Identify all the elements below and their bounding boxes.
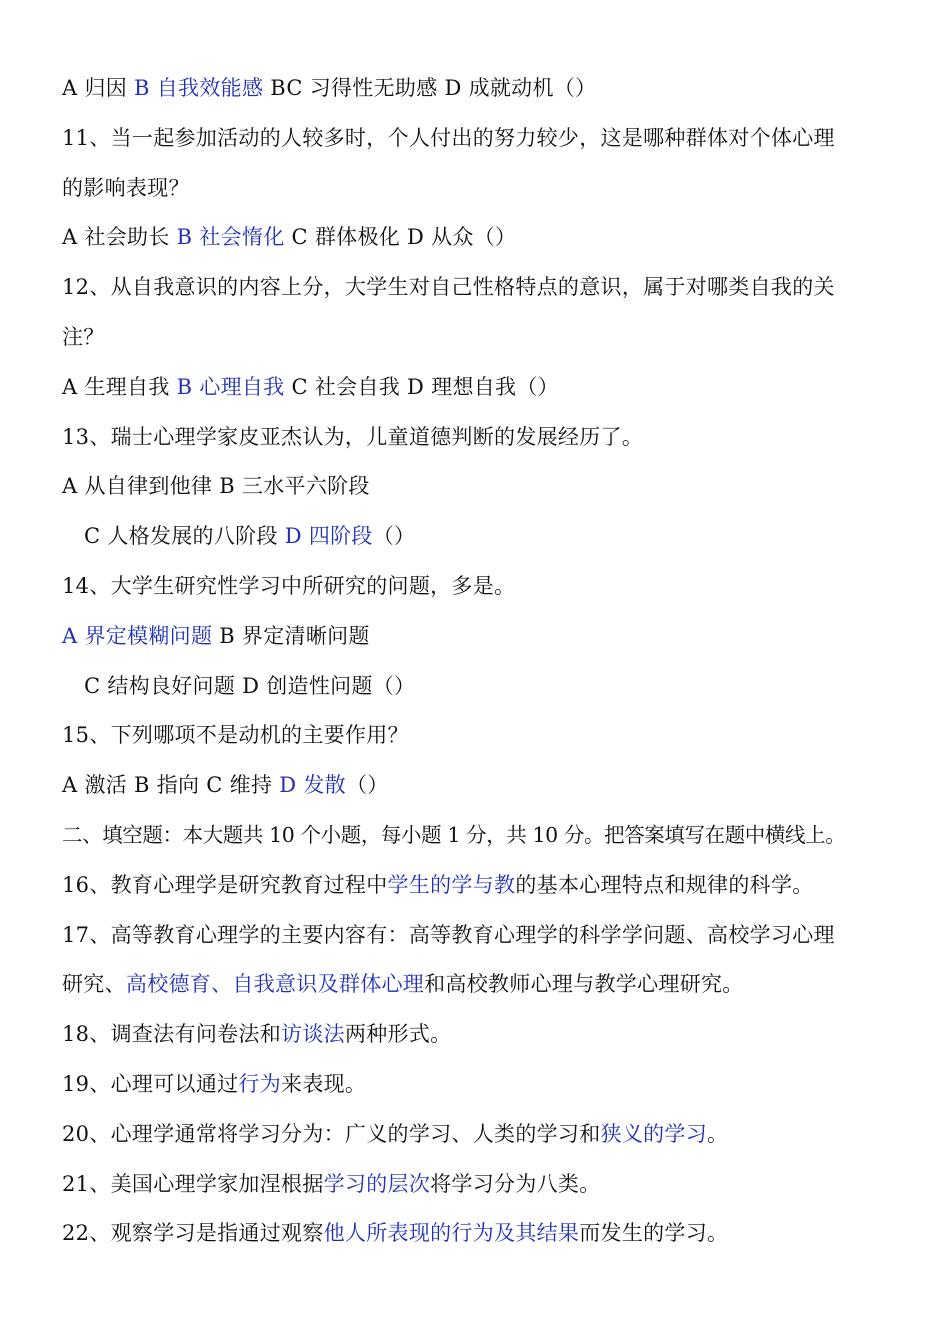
text-segment: 22、观察学习是指通过观察 (62, 1221, 324, 1245)
text-line (62, 323, 105, 351)
text-segment: 注？ (62, 325, 105, 349)
answer-highlight: 他人所表现的行为及其结果 (323, 1221, 580, 1245)
text-segment: 的影响表现？ (62, 176, 190, 200)
text-segment: A 激活 B 指向 C 维持 (62, 773, 280, 797)
text-segment: A 社会助长 (62, 225, 177, 249)
text-line (62, 1219, 728, 1247)
answer-highlight: 高校德育、自我意识及群体心理 (125, 972, 425, 996)
text-line (62, 74, 596, 102)
text-segment: 16、教育心理学是研究教育过程中 (62, 873, 388, 897)
text-segment: 。 (707, 1122, 729, 1146)
text-segment: C 群体极化 D 从众（） (284, 225, 517, 249)
text-line (62, 1120, 728, 1148)
text-segment: 两种形式。 (344, 1022, 452, 1046)
answer-highlight: 访谈法 (281, 1022, 345, 1046)
text-line (62, 1170, 601, 1198)
text-line (62, 970, 744, 998)
text-line (62, 273, 835, 301)
text-line (62, 124, 835, 152)
answer-highlight: D 四阶段 (284, 524, 373, 548)
text-segment: 而发生的学习。 (579, 1221, 729, 1245)
text-segment: BC 习得性无助感 D 成就动机（） (263, 76, 597, 100)
text-segment: 二、填空题：本大题共 10 个小题，每小题 1 分，共 10 分。把答案填写在题中横线上。 (62, 823, 846, 847)
text-line (62, 871, 814, 899)
text-segment: 11、当一起参加活动的人较多时，个人付出的努力较少，这是哪种群体对个体心理 (62, 126, 835, 150)
answer-highlight: 学习的层次 (323, 1172, 431, 1196)
text-segment: 12、从自我意识的内容上分，大学生对自己性格特点的意识，属于对哪类自我的关 (62, 275, 835, 299)
text-line (62, 622, 370, 650)
text-line (62, 921, 835, 949)
text-line (62, 472, 370, 500)
text-line (62, 572, 515, 600)
text-segment: 21、美国心理学家加涅根据 (62, 1172, 324, 1196)
answer-highlight: B 自我效能感 (134, 76, 264, 100)
text-line (62, 721, 409, 749)
text-segment: 研究、 (62, 972, 126, 996)
text-segment: A 归因 (62, 76, 135, 100)
text-segment: 和高校教师心理与教学心理研究。 (424, 972, 744, 996)
text-line (62, 771, 389, 799)
text-segment: 18、调查法有问卷法和 (62, 1022, 282, 1046)
text-segment: 20、心理学通常将学习分为：广义的学习、人类的学习和 (62, 1122, 601, 1146)
text-segment: 将学习分为八类。 (430, 1172, 601, 1196)
text-line (62, 223, 516, 251)
text-segment: 19、心理可以通过 (62, 1072, 239, 1096)
text-segment: C 结构良好问题 D 创造性问题（） (84, 674, 416, 698)
answer-highlight: 行为 (238, 1072, 282, 1096)
text-segment: 的基本心理特点和规律的科学。 (515, 873, 814, 897)
answer-highlight: B 社会惰化 (176, 225, 285, 249)
text-line (62, 423, 643, 451)
text-line (62, 174, 190, 202)
text-segment: 来表现。 (281, 1072, 367, 1096)
text-segment: C 人格发展的八阶段 (84, 524, 285, 548)
text-segment: （） (345, 773, 389, 797)
text-line (62, 1020, 451, 1048)
text-segment: 13、瑞士心理学家皮亚杰认为，儿童道德判断的发展经历了。 (62, 425, 644, 449)
text-segment: C 社会自我 D 理想自我（） (284, 375, 559, 399)
text-line (84, 522, 415, 550)
text-line (62, 373, 559, 401)
text-line (84, 672, 415, 700)
text-segment: A 从自律到他律 B 三水平六阶段 (62, 474, 370, 498)
text-line (62, 1070, 366, 1098)
answer-highlight: B 心理自我 (176, 375, 285, 399)
text-segment: （） (372, 524, 416, 548)
answer-highlight: D 发散 (279, 773, 346, 797)
text-line (62, 821, 845, 849)
answer-highlight: A 界定模糊问题 (62, 624, 213, 648)
text-segment: 15、下列哪项不是动机的主要作用？ (62, 723, 409, 747)
text-segment: B 界定清晰问题 (212, 624, 370, 648)
text-segment: A 生理自我 (62, 375, 177, 399)
answer-highlight: 狭义的学习 (600, 1122, 708, 1146)
text-segment: 14、大学生研究性学习中所研究的问题，多是。 (62, 574, 516, 598)
answer-highlight: 学生的学与教 (387, 873, 516, 897)
text-segment: 17、高等教育心理学的主要内容有：高等教育心理学的科学学问题、高校学习心理 (62, 923, 835, 947)
